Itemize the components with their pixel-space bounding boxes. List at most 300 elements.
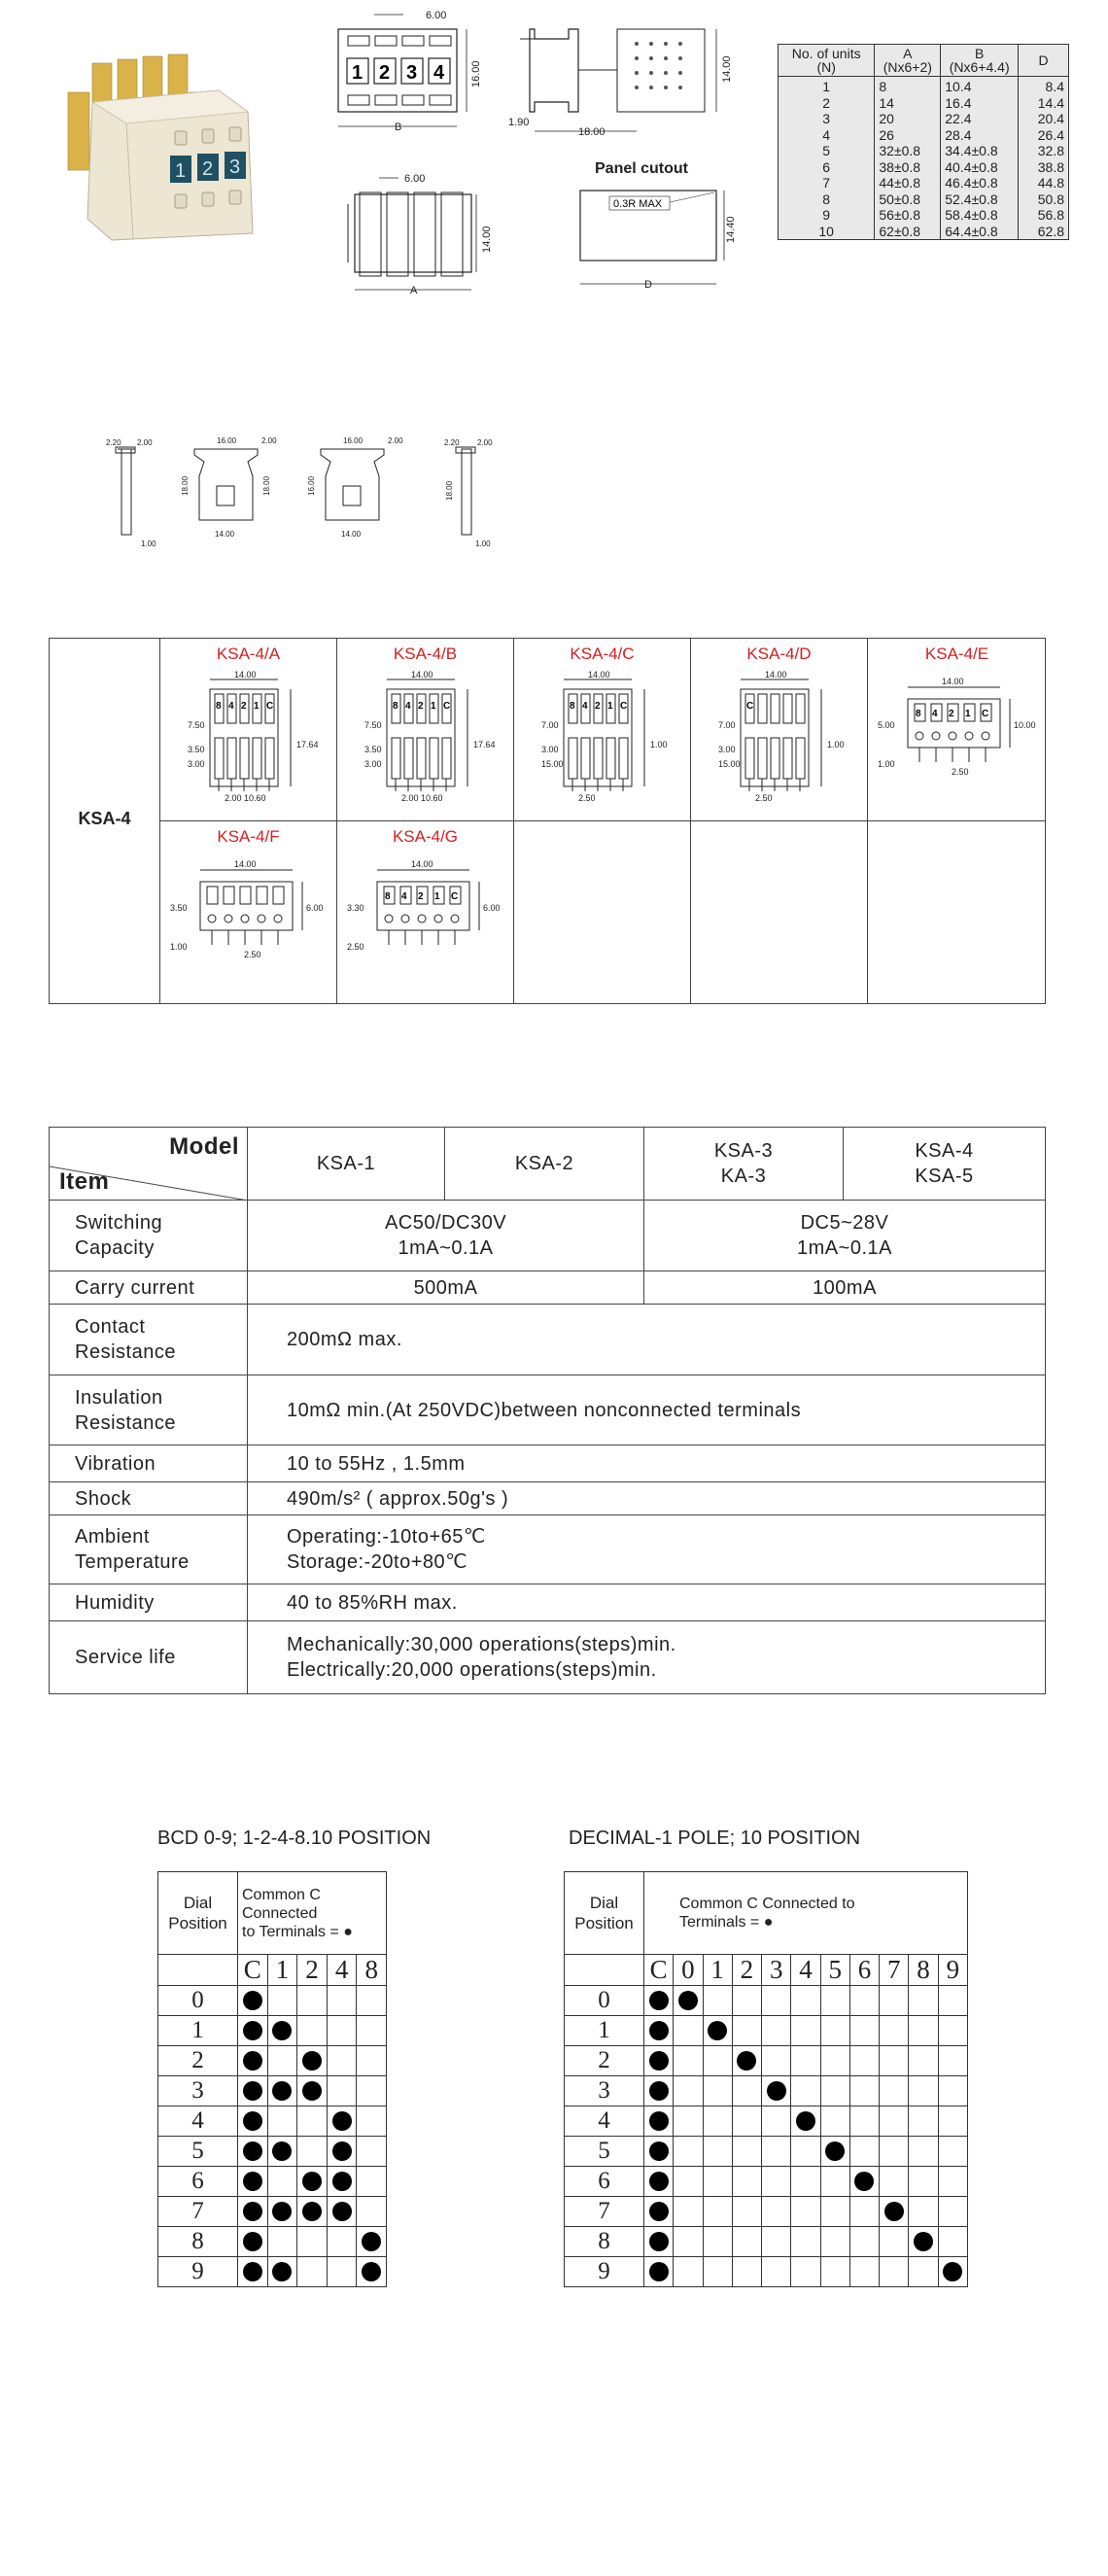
dial-cell — [791, 2106, 820, 2137]
dial-cell — [791, 2137, 820, 2167]
dial-cell — [849, 2016, 879, 2046]
dial-cell — [909, 2106, 938, 2137]
dial-cell — [849, 2046, 879, 2076]
connection-dot — [825, 2141, 845, 2161]
dial-cell — [267, 2016, 297, 2046]
unit-cell: 16.4 — [941, 95, 1019, 112]
dial-cell — [238, 2257, 268, 2287]
dim-e1: 1.00 — [141, 540, 156, 548]
connection-dot — [302, 2051, 322, 2071]
variant-dim: 17.64 — [473, 740, 496, 749]
variant-dim: 2.50 — [578, 793, 596, 803]
dial-cell — [732, 2076, 761, 2106]
connection-dot — [302, 2202, 322, 2221]
dim-e2: 1.00 — [475, 540, 491, 548]
dial-column-header: 6 — [849, 1955, 879, 1986]
unit-row — [779, 95, 1069, 112]
dial-cell — [357, 2046, 387, 2076]
radius-note: 0.3R MAX — [613, 198, 663, 210]
dial-cell — [880, 2257, 909, 2287]
value-shock: 490m/s² ( approx.50g's ) — [248, 1482, 1046, 1515]
spec-table — [49, 1127, 1046, 1694]
unit-cell: 64.4±0.8 — [941, 224, 1019, 240]
variant-dim: 3.50 — [364, 745, 382, 754]
dial-cell — [849, 2076, 879, 2106]
connection-dot — [272, 2262, 292, 2281]
dial-cell — [674, 2227, 703, 2257]
dial-row — [158, 2227, 387, 2257]
dial-cell — [820, 2257, 849, 2287]
dim-a5: 16.00 — [343, 436, 364, 445]
connection-dot — [302, 2081, 322, 2101]
dial-row — [565, 2076, 968, 2106]
dial-cell — [880, 1986, 909, 2016]
dial-cell — [674, 2137, 703, 2167]
dim-14-00-side: 14.00 — [721, 55, 733, 83]
unit-row — [779, 207, 1069, 224]
item-service-life: Service life — [50, 1621, 248, 1694]
spec-header-corner — [50, 1128, 248, 1201]
variant-dim: 15.00 — [718, 759, 741, 769]
dial-cell — [327, 2046, 357, 2076]
unit-cell: 62±0.8 — [875, 224, 941, 240]
unit-cell: 8 — [875, 77, 941, 95]
dial-cell — [732, 2016, 761, 2046]
dial-column-header: 1 — [267, 1955, 297, 1986]
unit-cell: 38.8 — [1019, 159, 1069, 176]
dial-cell — [762, 2076, 791, 2106]
dial-cell — [297, 2167, 328, 2197]
dial-cell — [791, 2167, 820, 2197]
dial-cell — [267, 2106, 297, 2137]
dim-a7: 2.20 — [444, 438, 460, 447]
pin-label: 4 — [582, 701, 588, 712]
unit-cell: 9 — [779, 207, 875, 224]
dial-cell — [938, 2016, 967, 2046]
dial-cell — [327, 2197, 357, 2227]
variant-dim: 3.50 — [170, 903, 188, 913]
dial-column-header: 1 — [703, 1955, 732, 1986]
connection-dot — [649, 1991, 669, 2010]
dim-a4: 2.00 — [261, 436, 277, 445]
model-ksa4: KSA-4 KSA-5 — [844, 1128, 1046, 1201]
dial-cell — [327, 2016, 357, 2046]
dim-b2: 18.00 — [262, 475, 271, 496]
ksa4-variants-table — [49, 638, 1046, 1004]
ksa4-variant-drawing — [520, 670, 685, 816]
dial-row — [158, 2016, 387, 2046]
dial-cell — [820, 2137, 849, 2167]
value-switching-ac: AC50/DC30V 1mA~0.1A — [248, 1201, 644, 1271]
item-contact-resistance: Contact Resistance — [50, 1305, 248, 1375]
ksa4-variant-cell — [691, 639, 868, 821]
dial-cell — [849, 2197, 879, 2227]
unit-row — [779, 159, 1069, 176]
unit-cell: 34.4±0.8 — [941, 143, 1019, 159]
dial-cell — [880, 2227, 909, 2257]
connection-dot — [854, 2172, 874, 2191]
dial-position: 8 — [565, 2227, 644, 2257]
dim-B: B — [395, 122, 402, 133]
dial-cell — [938, 2167, 967, 2197]
value-insulation-resistance: 10mΩ min.(At 250VDC)between nonconnected terminals — [248, 1375, 1046, 1445]
dial-position: 1 — [565, 2016, 644, 2046]
item-insulation-resistance: Insulation Resistance — [50, 1375, 248, 1445]
dial-cell — [644, 2137, 674, 2167]
dial-cell — [674, 1986, 703, 2016]
dial-cell — [909, 1986, 938, 2016]
variant-dim: 1.00 — [878, 759, 895, 769]
dial-cell — [762, 2227, 791, 2257]
side-drawings-row — [102, 428, 510, 559]
dial-cell — [267, 1986, 297, 2016]
dim-a8: 2.00 — [477, 438, 493, 447]
variant-dim: 1.00 — [650, 740, 668, 749]
bcd-caption: BCD 0-9; 1-2-4-8.10 POSITION — [157, 1828, 432, 1849]
dial-position: 7 — [565, 2197, 644, 2227]
unit-row — [779, 191, 1069, 208]
dial-cell — [909, 2076, 938, 2106]
dial-cell — [327, 1986, 357, 2016]
dial-column-header: 4 — [327, 1955, 357, 1986]
variant-dim: 10.60 — [421, 793, 443, 803]
dim-1-90: 1.90 — [508, 117, 530, 128]
bcd-table — [157, 1871, 387, 2287]
dial-row — [565, 2046, 968, 2076]
dial-row — [158, 2167, 387, 2197]
dial-cell — [880, 2106, 909, 2137]
variant-dim: 14.00 — [765, 670, 787, 679]
variant-dim: 14.00 — [234, 670, 257, 679]
dial-row — [565, 1986, 968, 2016]
dial-cell — [238, 1986, 268, 2016]
pin-label: 2 — [418, 891, 424, 902]
dim-6-00-top: 6.00 — [426, 10, 447, 21]
dial-cell — [732, 2046, 761, 2076]
dial-row — [565, 2016, 968, 2046]
dial-cell — [267, 2257, 297, 2287]
dial-cell — [267, 2227, 297, 2257]
connection-dot — [332, 2202, 352, 2221]
dial-cell — [357, 1986, 387, 2016]
connection-dot — [649, 2141, 669, 2161]
dial-cell — [297, 2076, 328, 2106]
dial-cell — [820, 2197, 849, 2227]
dial-cell — [938, 2046, 967, 2076]
dial-cell — [644, 2046, 674, 2076]
unit-cell: 44±0.8 — [875, 175, 941, 191]
pin-label: C — [443, 701, 451, 712]
dial-cell — [238, 2197, 268, 2227]
dial-position: 5 — [158, 2137, 238, 2167]
dial-cell — [820, 2076, 849, 2106]
dial-cell — [703, 2016, 732, 2046]
model-ksa3: KSA-3 KA-3 — [644, 1128, 844, 1201]
dial-cell — [762, 2167, 791, 2197]
pin-label: C — [746, 701, 754, 712]
pin-label: 2 — [949, 709, 954, 719]
connection-dot — [243, 2081, 262, 2101]
dial-cell — [644, 2106, 674, 2137]
unit-cell: 22.4 — [941, 111, 1019, 127]
pin-label: 8 — [385, 891, 391, 902]
unit-cell: 56±0.8 — [875, 207, 941, 224]
unit-cell: 32.8 — [1019, 143, 1069, 159]
dial-cell — [880, 2197, 909, 2227]
dial-cell — [267, 2137, 297, 2167]
dial-cell — [357, 2197, 387, 2227]
dial-cell — [938, 1986, 967, 2016]
connection-dot — [243, 2172, 262, 2191]
dial-column-header: 0 — [674, 1955, 703, 1986]
dial-cell — [357, 2106, 387, 2137]
dial-cell — [732, 2167, 761, 2197]
front-digit-2: 2 — [379, 62, 391, 84]
variant-dim: 10.60 — [244, 793, 266, 803]
unit-cell: 38±0.8 — [875, 159, 941, 176]
dial-cell — [820, 2167, 849, 2197]
dial-row — [158, 2046, 387, 2076]
dial-position: 7 — [158, 2197, 238, 2227]
dial-blank-cell — [565, 1955, 644, 1986]
dial-cell — [327, 2137, 357, 2167]
item-humidity: Humidity — [50, 1584, 248, 1621]
dial-cell — [327, 2227, 357, 2257]
dial-column-header: 4 — [791, 1955, 820, 1986]
connection-dot — [332, 2141, 352, 2161]
variant-dim: 3.30 — [347, 903, 364, 913]
dim-c1: 14.00 — [215, 530, 235, 539]
dial-cell — [791, 2016, 820, 2046]
dial-cell — [297, 2106, 328, 2137]
dial-cell — [644, 2257, 674, 2287]
col-D: D — [1019, 45, 1069, 77]
dial-cell — [703, 2076, 732, 2106]
dim-D: D — [644, 279, 652, 291]
connection-dot — [649, 2021, 669, 2040]
pin-label: 2 — [595, 701, 601, 712]
dial-column-header: 8 — [909, 1955, 938, 1986]
dial-cell — [762, 2016, 791, 2046]
unit-cell: 10 — [779, 224, 875, 240]
pin-label: 1 — [431, 701, 436, 712]
connection-dot — [884, 2202, 904, 2221]
unit-cell: 7 — [779, 175, 875, 191]
dial-cell — [644, 2227, 674, 2257]
dial-cell — [762, 2137, 791, 2167]
dial-cell — [238, 2137, 268, 2167]
dial-position: 4 — [158, 2106, 238, 2137]
ksa4-variant-cell — [337, 821, 514, 1004]
variant-dim: 17.64 — [296, 740, 319, 749]
dial-cell — [909, 2137, 938, 2167]
dial-cell — [703, 2046, 732, 2076]
unit-dimension-table — [778, 44, 1069, 240]
dial-cell — [762, 2257, 791, 2287]
value-humidity: 40 to 85%RH max. — [248, 1584, 1046, 1621]
dial-cell — [297, 1986, 328, 2016]
dial-cell — [357, 2257, 387, 2287]
dial-cell — [880, 2137, 909, 2167]
dial-cell — [238, 2046, 268, 2076]
connection-dot — [649, 2172, 669, 2191]
pin-label: 4 — [405, 701, 411, 712]
variant-dim: 2.50 — [347, 942, 364, 952]
ksa4-variant-drawing — [343, 670, 508, 816]
unit-cell: 44.8 — [1019, 175, 1069, 191]
unit-cell: 62.8 — [1019, 224, 1069, 240]
connection-dot — [243, 2021, 262, 2040]
dial-blank-cell — [158, 1955, 238, 1986]
value-contact-resistance: 200mΩ max. — [248, 1305, 1046, 1375]
dial-row — [565, 2106, 968, 2137]
variant-dim: 14.00 — [411, 670, 433, 679]
connection-dot — [649, 2051, 669, 2071]
unit-cell: 58.4±0.8 — [941, 207, 1019, 224]
variant-dim: 2.00 — [401, 793, 419, 803]
connection-dot — [272, 2021, 292, 2040]
value-switching-dc: DC5~28V 1mA~0.1A — [644, 1201, 1046, 1271]
dial-cell — [644, 1986, 674, 2016]
dial-cell — [938, 2257, 967, 2287]
ksa4-variant-cell — [691, 821, 868, 1004]
unit-cell: 50±0.8 — [875, 191, 941, 208]
header-item: Item — [59, 1168, 110, 1195]
unit-cell: 4 — [779, 127, 875, 144]
dial-cell — [703, 2197, 732, 2227]
value-carry-100: 100mA — [644, 1271, 1046, 1305]
unit-cell: 10.4 — [941, 77, 1019, 95]
item-vibration: Vibration — [50, 1445, 248, 1482]
unit-cell: 28.4 — [941, 127, 1019, 144]
pin-label: 4 — [228, 701, 234, 712]
dial-cell — [267, 2197, 297, 2227]
dial-cell — [909, 2227, 938, 2257]
dial-cell — [820, 2046, 849, 2076]
dim-A: A — [410, 285, 418, 296]
front-digit-4: 4 — [433, 62, 445, 84]
ksa4-variant-drawing — [166, 853, 331, 998]
decimal-caption: DECIMAL-1 POLE; 10 POSITION — [569, 1828, 861, 1849]
connection-dot — [302, 2172, 322, 2191]
dial-row — [565, 2227, 968, 2257]
dial-position: 6 — [565, 2167, 644, 2197]
pin-label: 2 — [241, 701, 247, 712]
dim-18-00: 18.00 — [578, 126, 606, 138]
ksa4-variant-drawing — [343, 853, 508, 998]
dial-cell — [938, 2197, 967, 2227]
variant-dim: 10.00 — [1014, 720, 1036, 730]
pin-label: 4 — [401, 891, 407, 902]
pin-label: 1 — [434, 891, 440, 902]
dial-cell — [297, 2137, 328, 2167]
photo-digit-1: 1 — [175, 160, 187, 182]
dial-cell — [791, 2197, 820, 2227]
unit-cell: 3 — [779, 111, 875, 127]
dial-cell — [791, 2257, 820, 2287]
variant-dim: 3.00 — [541, 745, 559, 754]
pin-label: 1 — [965, 709, 971, 719]
dial-position: 0 — [565, 1986, 644, 2016]
unit-cell: 20.4 — [1019, 111, 1069, 127]
dial-row — [565, 2197, 968, 2227]
ksa4-variant-title: KSA-4/B — [393, 644, 458, 663]
dial-cell — [267, 2167, 297, 2197]
connection-dot — [243, 2141, 262, 2161]
unit-cell: 50.8 — [1019, 191, 1069, 208]
dial-cell — [644, 2016, 674, 2046]
connection-dot — [649, 2262, 669, 2281]
col-B: B (Nx6+4.4) — [941, 45, 1019, 77]
connection-dot — [914, 2232, 933, 2251]
dim-b1: 18.00 — [181, 475, 190, 496]
connection-dot — [243, 2051, 262, 2071]
ksa4-variant-cell — [868, 821, 1046, 1004]
dial-row — [158, 1986, 387, 2016]
variant-dim: 14.00 — [411, 859, 433, 869]
dim-a6: 2.00 — [388, 436, 403, 445]
dial-cell — [938, 2076, 967, 2106]
connection-dot — [708, 2021, 727, 2040]
dial-cell — [297, 2257, 328, 2287]
dial-cell — [820, 2016, 849, 2046]
dial-cell — [762, 2106, 791, 2137]
variant-dim: 3.00 — [364, 759, 382, 769]
ksa4-variant-title: KSA-4/G — [392, 827, 459, 846]
unit-cell: 40.4±0.8 — [941, 159, 1019, 176]
dial-cell — [674, 2167, 703, 2197]
unit-row — [779, 143, 1069, 159]
dial-cell — [909, 2016, 938, 2046]
dial-column-header: 2 — [732, 1955, 761, 1986]
dial-cell — [327, 2257, 357, 2287]
dial-position: 2 — [158, 2046, 238, 2076]
dial-position: 0 — [158, 1986, 238, 2016]
variant-dim: 7.00 — [718, 720, 736, 730]
connection-dot — [272, 2141, 292, 2161]
dial-cell — [267, 2046, 297, 2076]
variant-dim: 2.50 — [244, 950, 261, 959]
dial-row — [158, 2257, 387, 2287]
variant-dim: 2.00 — [225, 793, 242, 803]
pin-label: 1 — [254, 701, 260, 712]
dial-cell — [703, 1986, 732, 2016]
item-switching-capacity: Switching Capacity — [50, 1201, 248, 1271]
value-vibration: 10 to 55Hz , 1.5mm — [248, 1445, 1046, 1482]
dial-cell — [820, 1986, 849, 2016]
connection-dot — [243, 2262, 262, 2281]
connection-dot — [737, 2051, 756, 2071]
connection-dot — [649, 2081, 669, 2101]
ksa4-variant-title: KSA-4/C — [570, 644, 635, 663]
variant-dim: 14.00 — [234, 859, 257, 869]
dial-column-header: 8 — [357, 1955, 387, 1986]
dial-cell — [762, 1986, 791, 2016]
dial-position: 8 — [158, 2227, 238, 2257]
item-carry-current: Carry current — [50, 1271, 248, 1305]
connection-dot — [943, 2262, 962, 2281]
dial-cell — [880, 2167, 909, 2197]
dial-cell — [880, 2076, 909, 2106]
unit-cell: 20 — [875, 111, 941, 127]
variant-dim: 5.00 — [878, 720, 895, 730]
dial-cell — [849, 2257, 879, 2287]
dial-cell — [674, 2197, 703, 2227]
pin-label: 8 — [216, 701, 222, 712]
rail-view-drawing — [340, 165, 515, 306]
model-ksa2: KSA-2 — [445, 1128, 644, 1201]
connection-dot — [362, 2232, 381, 2251]
